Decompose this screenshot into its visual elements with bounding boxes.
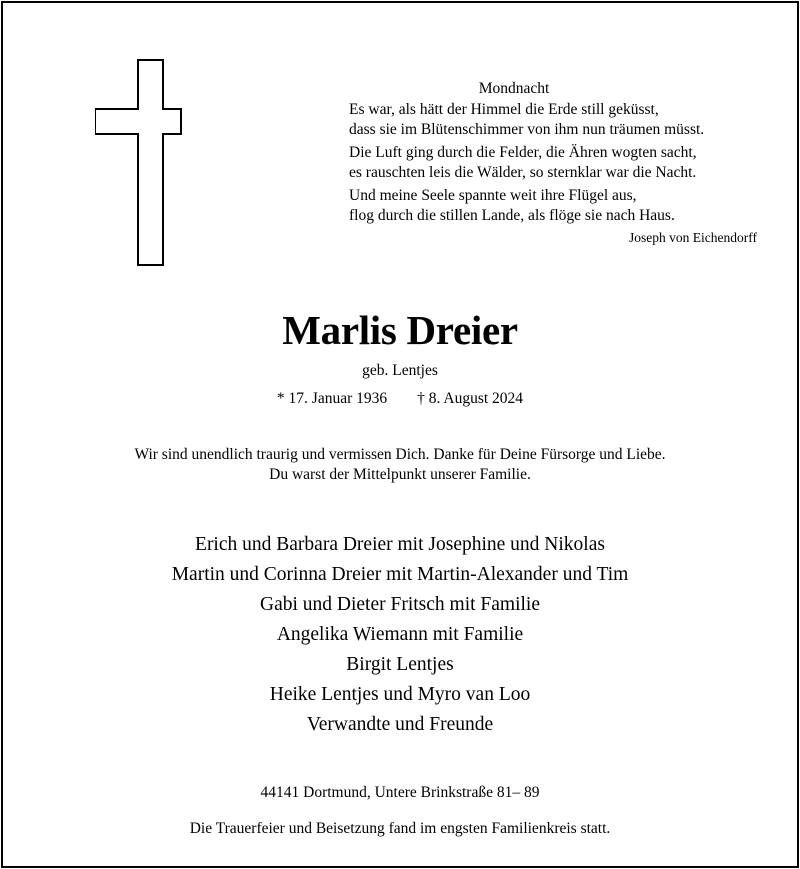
poem-author: Joseph von Eichendorff xyxy=(629,230,757,245)
poem-stanza xyxy=(349,100,759,140)
life-dates xyxy=(3,390,797,408)
obituary-frame xyxy=(1,1,799,868)
mourners-list xyxy=(3,530,797,740)
address: 44141 Dortmund, Untere Brinkstraße 81– 89 xyxy=(260,784,540,801)
mourner-entry: Gabi und Dieter Fritsch mit Familie xyxy=(260,594,540,615)
poem-line: dass sie im Blütenschimmer von ihm nun träumen müsst. xyxy=(349,121,705,138)
deceased-name: Marlis Dreier xyxy=(282,307,518,353)
poem-line: Und meine Seele spannte weit ihre Flügel aus, xyxy=(349,187,637,204)
mourner-entry: Erich und Barbara Dreier mit Josephine und Nikolas xyxy=(195,534,605,555)
poem xyxy=(349,79,759,247)
farewell-message xyxy=(3,445,797,485)
mourner-entry: Heike Lentjes und Myro van Loo xyxy=(269,684,531,705)
poem-line: es rauschten leis die Wälder, so sternklar war die Nacht. xyxy=(349,164,697,181)
mourner-entry: Angelika Wiemann mit Familie xyxy=(276,624,524,645)
poem-line: Es war, als hätt der Himmel die Erde still geküsst, xyxy=(349,101,659,118)
mourner-entry: Martin und Corinna Dreier mit Martin-Alexander und Tim xyxy=(171,564,629,585)
poem-stanza xyxy=(349,186,759,226)
mourner-entry: Birgit Lentjes xyxy=(346,654,454,675)
latin-cross-icon xyxy=(95,59,183,266)
maiden-name: geb. Lentjes xyxy=(362,362,438,379)
message-line: Wir sind unendlich traurig und vermissen Dich. Danke für Deine Fürsorge und Liebe. xyxy=(134,446,666,463)
birth-date: * 17. Januar 1936 xyxy=(276,390,388,407)
poem-stanza xyxy=(349,143,759,183)
death-date: † 8. August 2024 xyxy=(417,390,524,407)
poem-title: Mondnacht xyxy=(478,80,550,97)
poem-line: Die Luft ging durch die Felder, die Ähren wogten sacht, xyxy=(349,144,697,161)
mourner-entry: Verwandte und Freunde xyxy=(306,714,494,735)
funeral-notice: Die Trauerfeier und Beisetzung fand im engsten Familienkreis statt. xyxy=(189,820,611,837)
poem-line: flog durch die stillen Lande, als flöge sie nach Haus. xyxy=(349,207,675,224)
message-line: Du warst der Mittelpunkt unserer Familie. xyxy=(269,466,531,483)
